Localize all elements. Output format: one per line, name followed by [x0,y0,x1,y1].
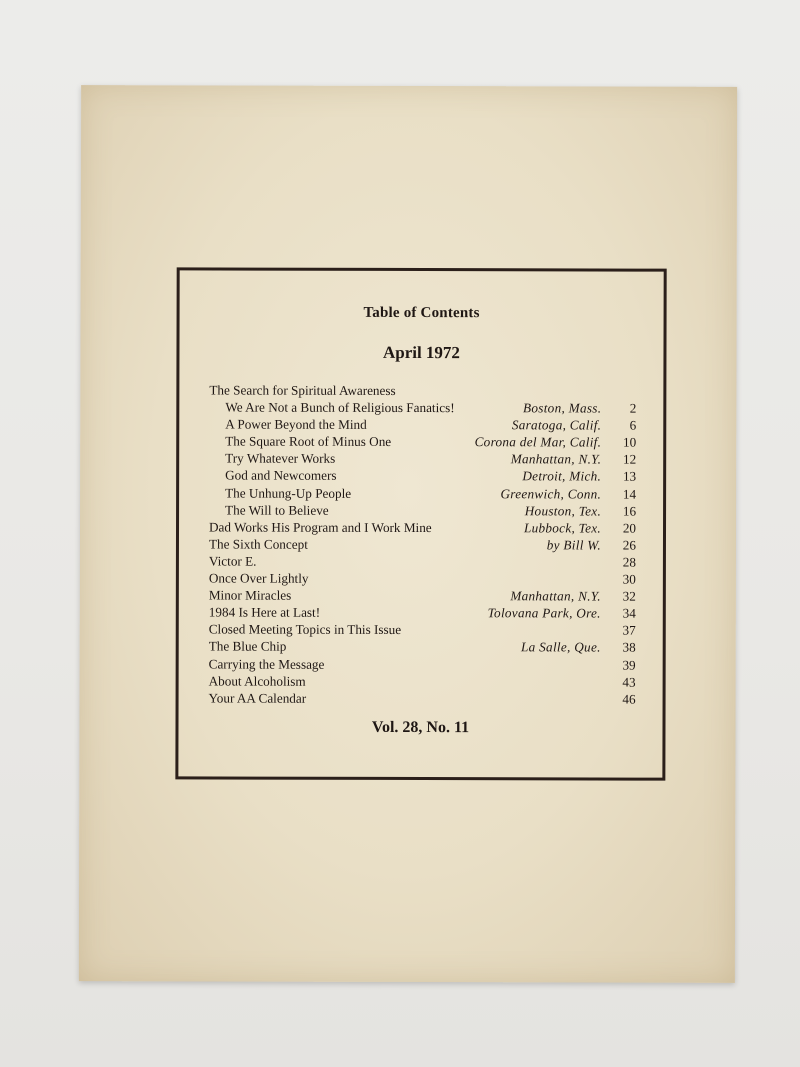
toc-entry-title: Victor E. [208,553,257,569]
toc-entry-page: 38 [622,639,636,656]
issue-date: April 1972 [382,342,460,363]
toc-entry-title: God and Newcomers [225,467,337,484]
toc-entry-page: 14 [622,486,637,502]
toc-entry-page: 13 [622,469,637,485]
toc-entry-title: The Blue Chip [208,638,287,655]
toc-entry [209,535,636,553]
toc-entry-title: The Will to Believe [225,502,329,518]
toc-entry-location: Houston, Tex. [524,502,602,519]
toc-entry-location: La Salle, Que. [521,639,601,655]
toc-entry-title: Try Whatever Works [225,450,336,467]
toc-entry-title: Dad Works His Program and I Work Mine [208,519,432,535]
toc-entry-title: We Are Not a Bunch of Religious Fanatics! [225,399,455,416]
toc-entry-location: Detroit, Mich. [522,468,602,484]
toc-entry-location: by Bill W. [546,537,601,553]
toc-entry [209,450,636,468]
toc-entry-page: 12 [622,451,637,467]
toc-entry-page: 39 [622,657,636,673]
toc-title: Table of Contents [363,304,480,322]
toc-entry-title: About Alcoholism [208,673,306,689]
toc-entry [209,587,636,605]
toc-entry-page: 10 [623,434,637,450]
toc-entry-page: 46 [622,691,636,707]
toc-entry-page: 16 [622,503,637,519]
toc-entry-title: A Power Beyond the Mind [225,416,367,433]
toc-entry [209,399,636,417]
toc-entry-page: 20 [622,520,637,536]
toc-entry-page: 32 [622,588,636,604]
toc-entry [209,672,636,690]
toc-entry-title: The Square Root of Minus One [225,433,392,450]
toc-entry [209,638,636,656]
toc-entry [209,467,636,485]
toc-entry [209,501,636,519]
toc-entry-location: Boston, Mass. [523,400,602,416]
toc-entry-location: Tolovana Park, Ore. [487,605,601,621]
toc-entry [209,604,636,622]
toc-entry-page: 43 [622,674,636,690]
toc-entry-title: Closed Meeting Topics in This Issue [208,621,402,638]
toc-entry-title: Once Over Lightly [208,570,309,586]
table-of-contents-box [175,267,666,780]
toc-entry-location: Manhattan, N.Y. [510,451,602,467]
toc-entry-title: Your AA Calendar [208,690,307,706]
toc-entry [209,433,636,451]
toc-entry [209,570,636,588]
toc-entry [209,518,636,536]
toc-entry-title: The Sixth Concept [208,536,308,552]
toc-entry [209,484,636,502]
toc-entry-title: The Unhung-Up People [225,485,352,501]
toc-entry-page: 6 [629,417,637,433]
toc-entry-location: Greenwich, Conn. [500,485,602,502]
toc-entry [209,381,636,399]
toc-entry-title: The Search for Spiritual Awareness [209,382,396,398]
toc-entry-page: 26 [622,537,636,553]
toc-entry-page: 37 [622,622,636,638]
toc-entry-location: Manhattan, N.Y. [510,588,601,604]
toc-entry-title: Minor Miracles [208,587,292,603]
toc-entry [209,416,636,434]
toc-entry-title: Carrying the Message [208,655,325,672]
toc-entry-page: 30 [622,571,636,587]
toc-entry-location: Saratoga, Calif. [511,417,602,433]
toc-entry-page: 2 [629,400,637,416]
toc-entry [209,621,636,639]
toc-entry [209,689,636,707]
volume-number: Vol. 28, No. 11 [371,718,470,737]
toc-entry-location: Lubbock, Tex. [523,520,602,536]
magazine-back-cover [79,85,737,983]
toc-entry [209,655,636,673]
toc-list [209,381,637,707]
toc-entry-location: Corona del Mar, Calif. [474,434,602,450]
toc-entry-title: 1984 Is Here at Last! [208,604,321,620]
toc-entry-page: 34 [622,605,636,621]
toc-entry-page: 28 [622,554,636,570]
toc-entry [209,552,636,570]
